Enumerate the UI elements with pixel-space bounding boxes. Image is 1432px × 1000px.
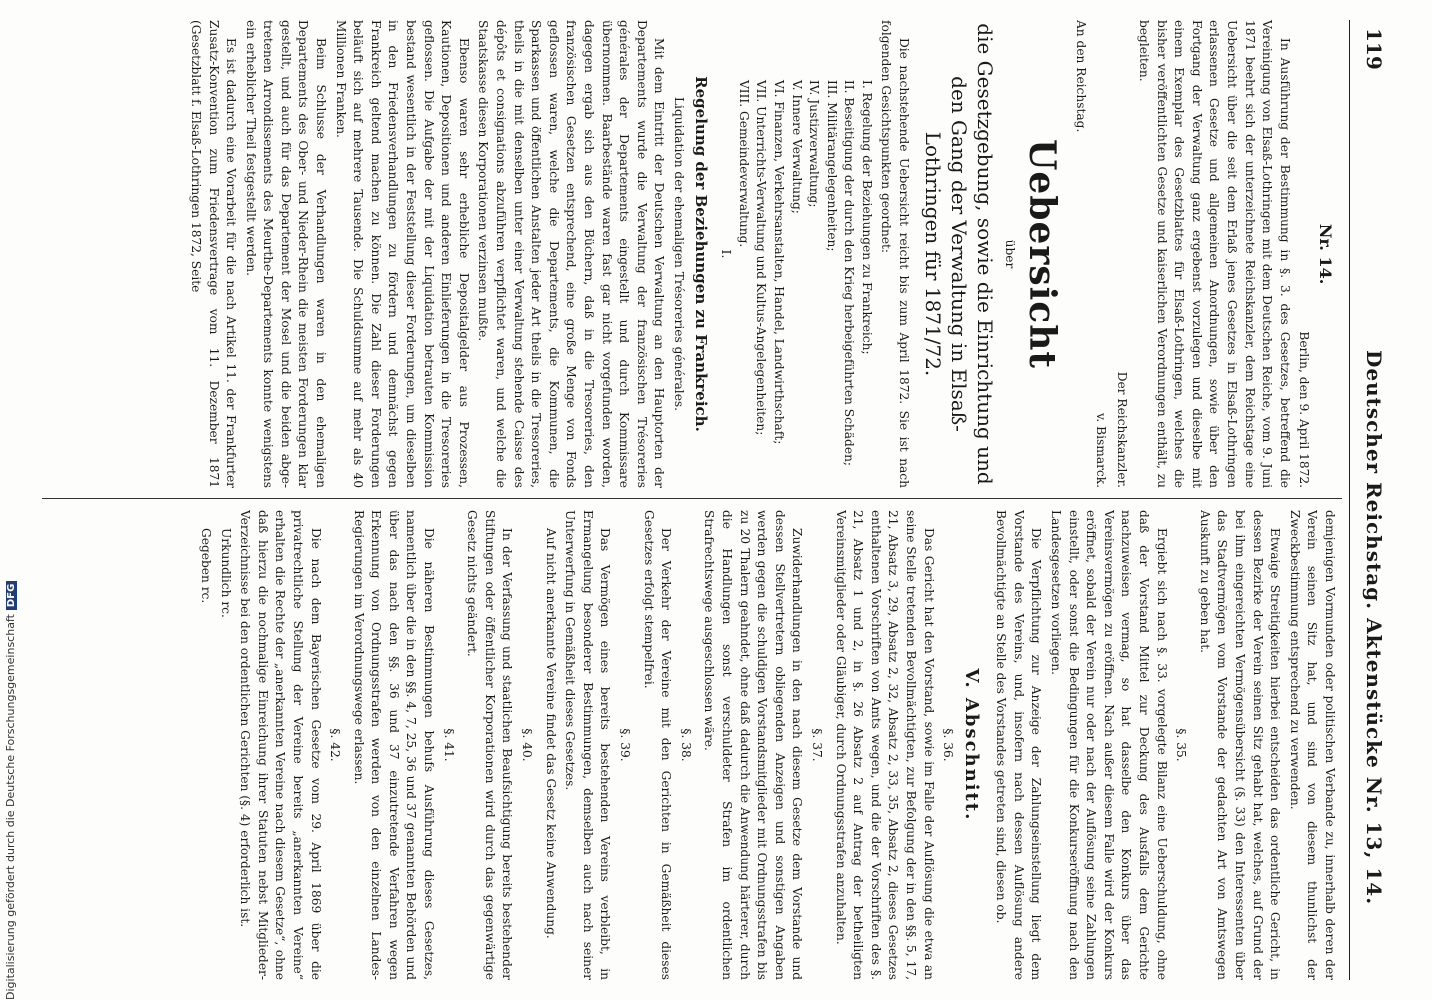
list-item: VI. Finanzen, Verkehrsanstalten, Handel, Landwirthschaft;: [771, 80, 786, 445]
list-item: I. Regelung der Beziehungen zu Frankreich;: [859, 80, 874, 355]
list-item: III. Militärangelegenheiten;: [824, 80, 839, 252]
overview-title: Uebersicht: [1020, 138, 1063, 369]
sub-heading: Liquidation der ehemaligen Trésoreries générales.: [671, 96, 686, 412]
paragraph-number: §. 37.: [809, 728, 824, 762]
body-paragraph: Beim Schlusse der Verhandlungen waren in den ehemaligen Departements des Ober- und Nieder-Rhein die meisten Forderungen klar gestellt, und auch für das Departement der Mosel und die beiden abgetretenen Arrondissements des Meurthe-Departements konnte wenigstens ein erheblicher Theil festgestellt werden.: [243, 20, 329, 488]
paragraph-text: Zuwiderhandlungen in den nach diesem Gesetze dem Vorstande und dessen Stellvertretern obliegenden Anzeigen und sonstigen Angaben werden gegen die schuldigen Vorstandsmitglieder mit Ordnungsstrafen bis zu 20 Thalern geahndet, ohne daß dadurch die Anwendung härterer, durch die Handlungen sonst verschuldeter Strafen im ordentlichen Strafrechtswege ausgeschlossen wäre.: [702, 510, 805, 980]
paragraph-number: §. 35.: [1174, 728, 1189, 762]
paragraph-text: Auf nicht anerkannte Vereine findet das Gesetz keine Anwendung.: [543, 528, 558, 939]
list-item: V. Innere Verwaltung;: [789, 80, 804, 214]
paragraph-text: Das Vermögen eines bereits bestehenden Vereins verbleibt, in Ermangelung besonderer Bestimmungen, demselben auch nach seiner Unterwerfung in Gemäßheit dieses Gesetzes.: [563, 510, 613, 980]
lead-paragraph: demjenigen Vormunden oder politischen Verbande zu, innerhalb deren der Verein seinen Sitz hat, und sind von diesem thunlichst der Zweckbestimmung entsprechend zu verwenden.: [1287, 510, 1337, 980]
paragraph-text: Ergiebt sich nach §. 33. vorgelegte Bilanz eine Ueberschuldung, ohne daß der Vorstand Mittel zur Deckung des Ausfalls dem Gerichte nachzuweisen vermag, so hat dasselbe den Konkurs über das Vereinsvermögen zu eröffnen. Nach außer diesem Falle wird der Konkurs eröffnet, sobald der Verein nur oder nach der Auflösung seine Zahlungen einstellt, oder sonst die Bedingungen für die Konkurseröffnung nach den Landesgesetzen vorliegen.: [1049, 510, 1169, 980]
part-number: I.: [719, 249, 734, 259]
place-date: Berlin, den 9. April 1872.: [1297, 331, 1312, 488]
overview-list: [734, 20, 875, 488]
body-paragraph: Es ist dadurch eine Vorarbeit für die nach Artikel 11. der Frankfurter Zusatz-Konvention zum Friedensvertrage vom 11. Dezember 1871 (Gesetzblatt f. Elsaß-Lothringen 1872, Seite: [188, 20, 239, 488]
lead-paragraph: Etwaige Streitigkeiten hierbei entscheiden das ordentliche Gericht, in dessen Bezirke der Verein seinen Sitz gehabt hat, welches, auf Grund der bei ihm eingereichten Vermögensübersicht (§. 33) den Interessenten über das Stadtvermögen vom Vorstande der gedachten Art von Amtswegen Auskunft zu geben hat.: [1197, 510, 1283, 980]
paragraph-number: §. 40.: [520, 728, 535, 762]
document-number: Nr. 14.: [1316, 223, 1335, 285]
paragraph-number: §. 36.: [941, 728, 956, 762]
list-item: VIII. Gemeindeverwaltung.: [736, 80, 751, 248]
part-title: Regelung der Beziehungen zu Frankreich.: [691, 76, 710, 432]
overview-subtitle: die Gesetzgebung, sowie die Einrichtung und den Gang der Verwaltung in Elsaß-Lothringen für 1871/72.: [921, 23, 998, 485]
page-number: 119: [1362, 28, 1386, 70]
paragraph-text: Die Verpflichtung zur Anzeige der Zahlungseinstellung liegt dem Vorstande des Vereins, und, insofern nach dessen Auflösung andere Bevollmächtigte an Stelle des Vorstandes getreten sind, diesen ob.: [994, 510, 1044, 980]
overview-over: über: [1002, 239, 1017, 269]
paragraph-number: §. 38.: [678, 728, 693, 762]
signature-title: Der Reichskanzler.: [1115, 371, 1130, 488]
paragraph-text: Die nach dem Bayerischen Gesetze vom 29. April 1869 über die privatrechtliche Stellung der Vereine bereits „anerkannten Vereine“ erhalten die Rechte der „anerkannten Vereine nach diesem Gesetze“, ohne daß hierzu die nochmalige Einreichung ihrer Statuten nebst Mitglieder-Verzeichnisse bei den ordentlichen Gerichten (§. 4) erforderlich ist.: [238, 510, 323, 980]
given: Gegeben rc.: [198, 528, 213, 604]
body-paragraph: Ebenso waren sehr erhebliche Depositalgelder aus Prozessen, Kautionen, Depositionen und anderen Einlieferungen in die Tresoreries geflossen. Die Aufgabe der mit der Liquidation betrauten Kommission bestand wesentlich in der Feststellung dieser Forderungen, um dieselben in den Friedensverhandlungen zu fördern und demnächst gegen Frankreich geltend machen zu können. Die Zahl dieser Forderungen beläuft sich auf mehrere Tausende. Die Schuldsumme auf mehr als 40 Millionen Franken.: [333, 20, 471, 488]
paragraph-text: Das Gericht hat den Vorstand, sowie im Falle der Auflösung die etwa an seine Stelle tretenden Bevollmächtigten, zur Befolgung der in den §§. 5, 17, 21, Absatz 3, 29, Absatz 2, 32, Absatz 2, 33, 35, Absatz 2, dieses Gesetzes enthaltenen Vorschriften von Amts wegen, und die der Vorschriften des §. 21, Absatz 1 und 2, in §. 26 Absatz 2 auf Antrag der betheiligten Vereinsmitglieder oder Gläubiger, durch Ordnungsstrafen anzuhalten.: [833, 510, 936, 980]
paragraph-number: §. 41.: [441, 728, 456, 762]
signature-name: v. Bismarck.: [1093, 412, 1108, 488]
paragraph-number: §. 39.: [618, 728, 633, 762]
addressee: An den Reichstag.: [1074, 20, 1089, 133]
column-divider: [42, 498, 1342, 499]
paragraph-text: Die näheren Bestimmungen behufs Ausführung dieses Gesetzes, namentlich über die in den §§. 4, 7, 25, 36 und 37 genannten Behörden und über das nach den §§. 36 und 37 einzutretende Verfahren wegen Erkennung von Ordnungsstrafen werden von den einzelnen Landes-Regierungen im Verordnungswege erlassen.: [351, 510, 437, 980]
column-nr14: [48, 20, 1338, 488]
list-item: IV. Justizverwaltung;: [807, 80, 822, 208]
intro-paragraph: In Ausführung der Bestimmung in §. 3. des Gesetzes, betreffend die Vereinigung von Elsaß-Lothringen mit dem Deutschen Reiche, vom 9. Juni 1871 beehrt sich der unterzeichnete Reichskanzler, dem Reichstage eine Uebersicht über die seit dem Erlaß jenes Gesetzes in Elsaß-Lothringen erlassenen Gesetze und allgemeinen Anordnungen, sowie über den Fortgang der Verwaltung ganz ergebenst vorzulegen und dieselbe mit einem Exemplar des Gesetzblattes für Elsaß-Lothringen, welches die bisher veröffentlichten Gesetze und kaiserlichen Verordnungen enthält, zu begleiten.: [1137, 20, 1292, 488]
column-nr13: [48, 510, 1338, 980]
digitization-note: [4, 0, 22, 1000]
body-paragraph: Mit dem Eintritt der Deutschen Verwaltung an den Hauptorten der Departements wurde die Verwaltung der französischen Trésoreries générales der Departements eingestellt und durch Kommissare übernommen. Baarbestände waren fast gar nicht vorgefunden worden, dagegen ergab sich aus den Büchern, daß in die Tresoreries, den französischen Gesetzen entsprechend, eine große Menge von Fonds geflossen waren, welche die Departements, die Kommunen, die Sparkassen und öffentlichen Anstalten jeder Art theils in die Tresoreries, theils in die mit denselben unter einer Verwaltung stehende Caisse des dépôts et consignations abzuführen verpflichtet waren, und welche die Staatskasse diesen Korporationen verzinsen mußte.: [476, 20, 667, 488]
page-header: [1349, 20, 1390, 980]
running-title: Deutscher Reichstag. Aktenstücke Nr. 13, 14.: [1362, 350, 1386, 906]
paragraph-number: §. 42.: [328, 728, 343, 762]
dfg-logo: DFG: [6, 581, 17, 610]
list-item: II. Beseitigung der durch den Krieg herbeigeführten Schäden;: [842, 80, 857, 467]
digitization-text: Digitalisierung gefördert durch die Deutsche Forschungsgemeinschaft: [4, 614, 17, 1000]
paragraph-text: In der Verfassung und staatlichen Beaufsichtigung bereits bestehender Stiftungen oder öffentlicher Korporationen wird durch das gegenwärtige Gesetz nichts geändert.: [465, 510, 515, 980]
list-item: VII. Unterrichts-Verwaltung und Kultus-Angelegenheiten;: [754, 80, 769, 436]
paragraph-text: Der Verkehr der Vereine mit den Gerichten in Gemäßheit dieses Gesetzes erfolgt stempelfrei.: [641, 510, 674, 980]
closing: Urkundlich rc.: [218, 528, 233, 618]
overview-intro: Die nachstehende Uebersicht reicht bis zum April 1872. Sie ist nach folgenden Gesichtspunkten geordnet:: [879, 20, 912, 488]
section-heading: V. Abschnitt.: [960, 668, 982, 822]
